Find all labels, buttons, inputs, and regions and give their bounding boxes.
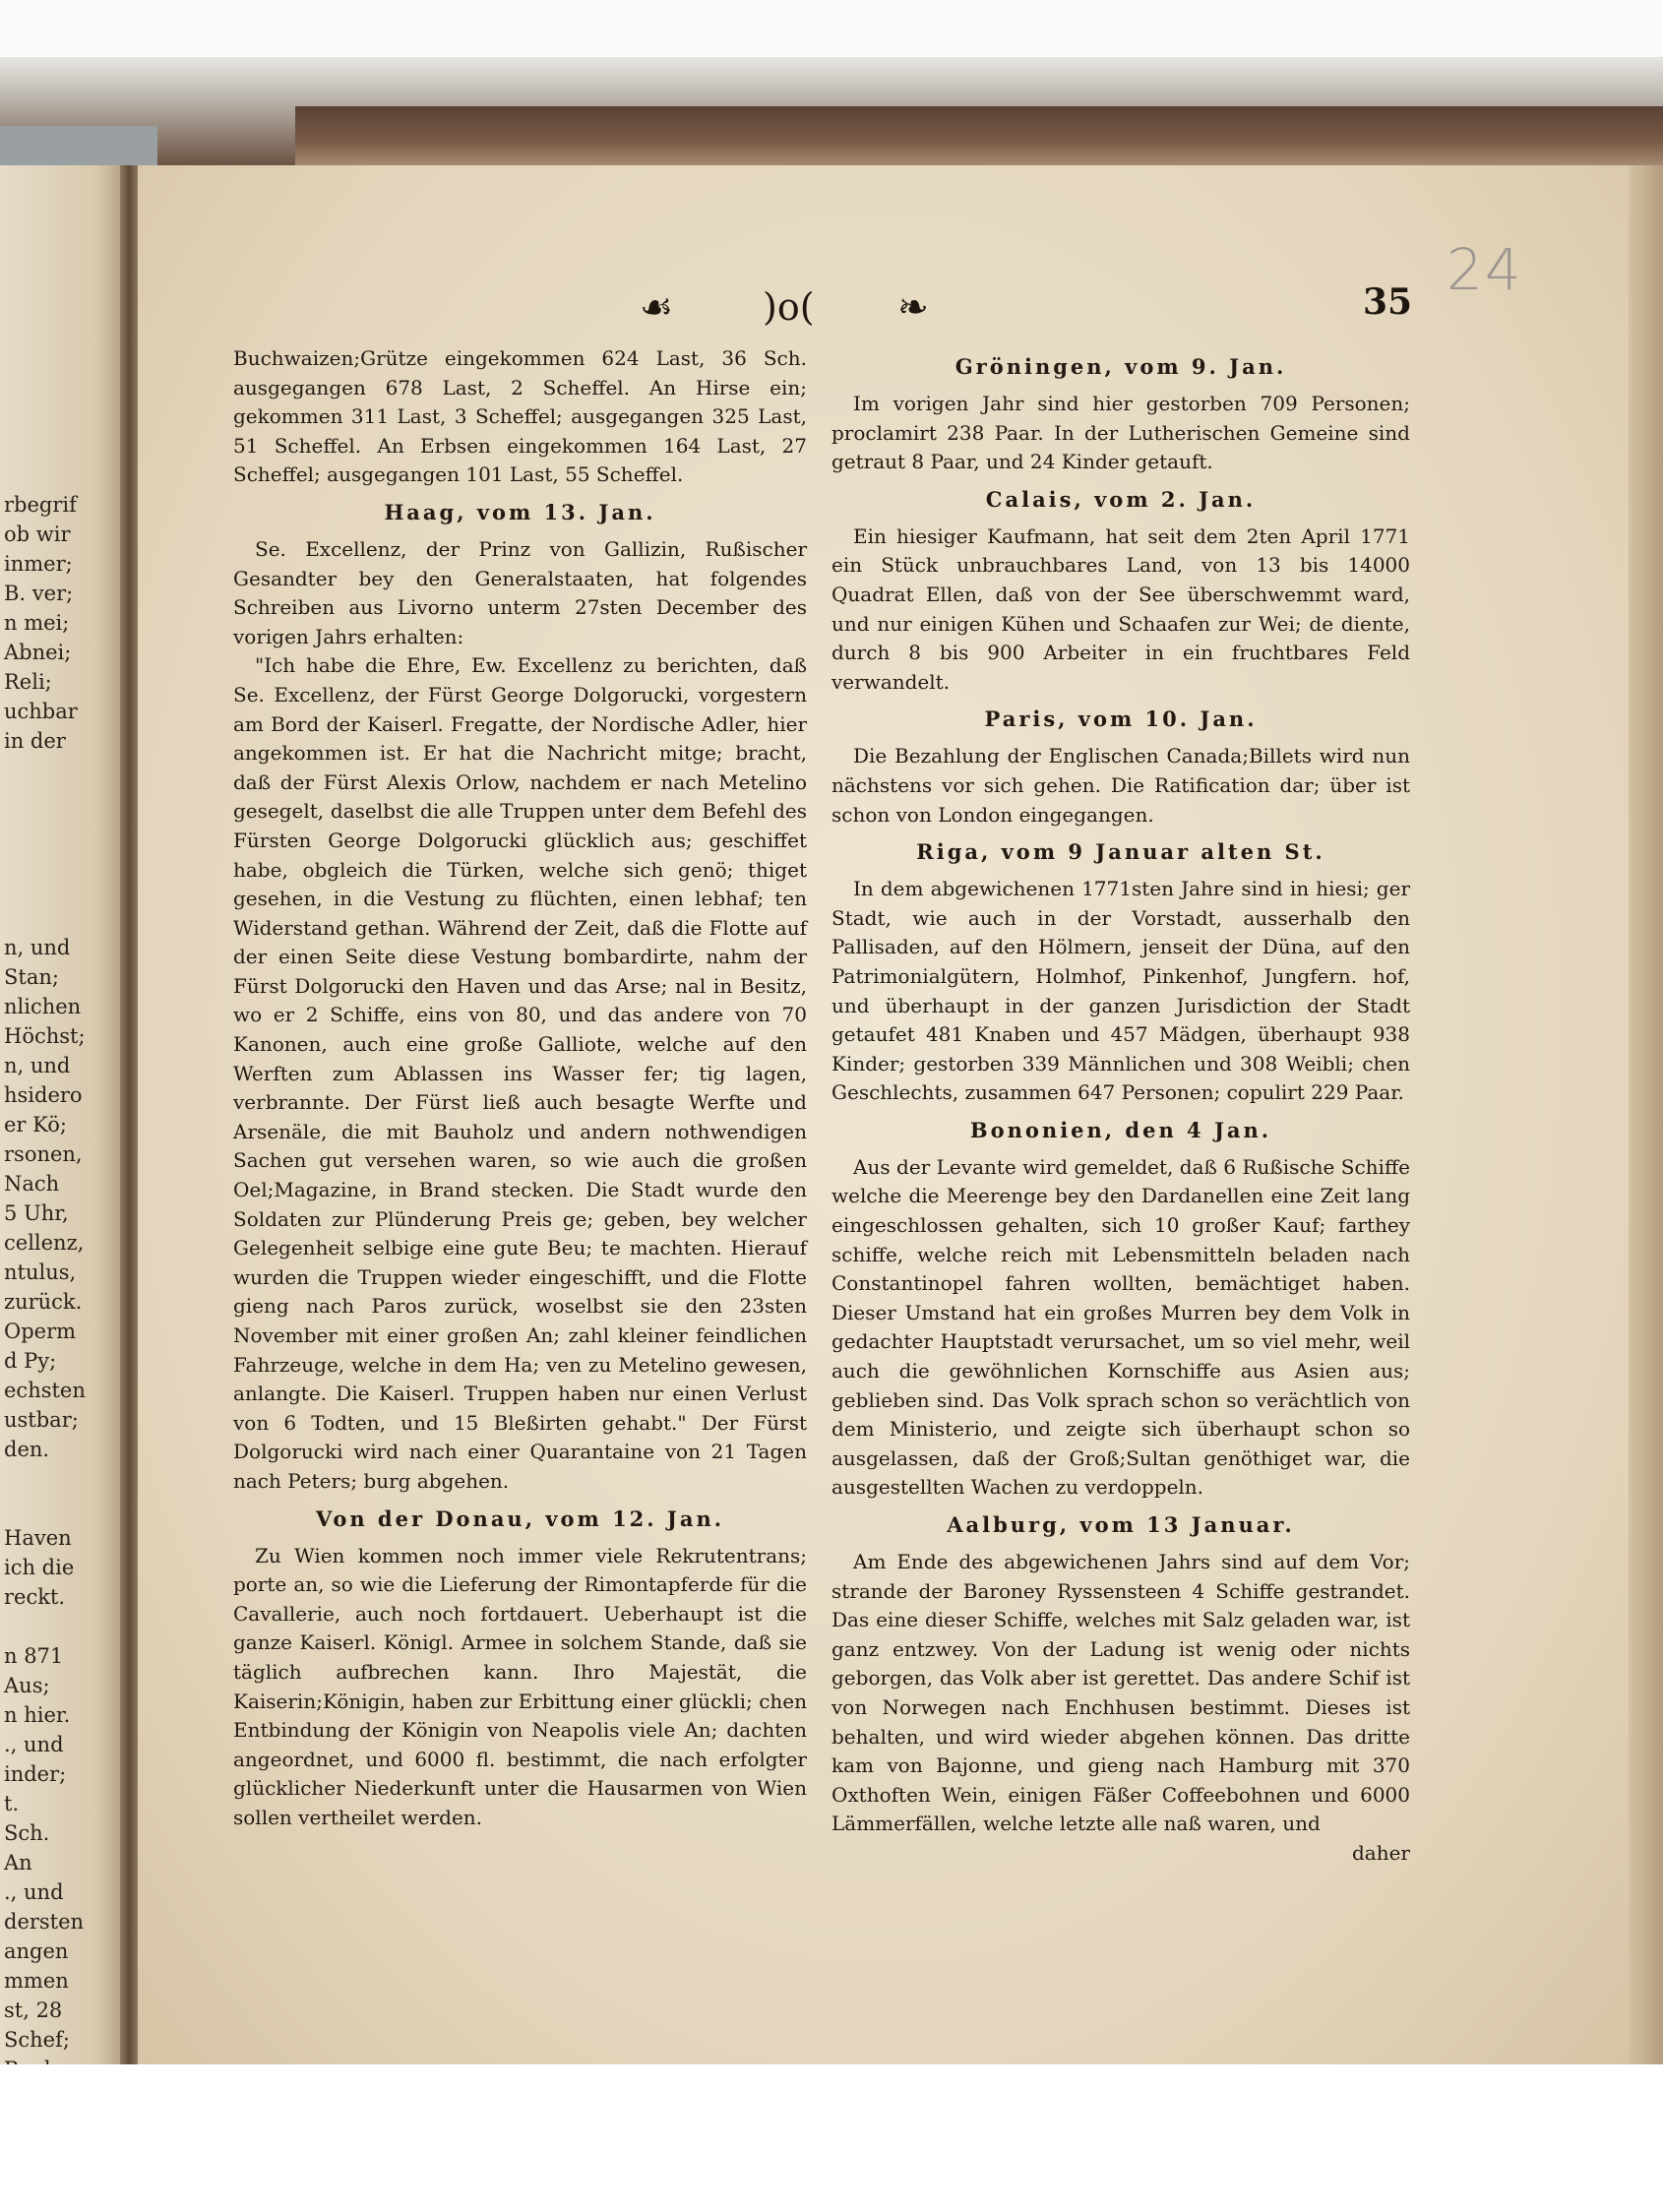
margin-fragment: cellenz,	[4, 1231, 85, 1255]
margin-fragment: reckt.	[4, 1585, 66, 1609]
margin-fragment: in der	[4, 729, 66, 753]
page-block-edge	[295, 106, 1663, 165]
margin-fragment	[0, 785, 118, 815]
article-paragraph: In dem abgewichenen 1771sten Jahre sind in hiesi; ger Stadt, wie auch in der Vorstadt, ausserhalb den Pallisaden, auf den Hölmern, jenseit der Düna, auf den Patrimonialgütern, Holmhof, Pinkenhof, Jungfern. hof, und überhaupt in der ganzen Jurisdiction der Stadt getaufet 481 Knaben und 457 Mädgen, überhaupt 938 Kinder; gestorben 339 Männlichen und 308 Weibli; chen Geschlechts, zusammen 647 Personen; copulirt 229 Paar.	[832, 877, 1410, 1105]
margin-fragment: Reli;	[4, 670, 52, 694]
margin-fragment	[0, 1612, 118, 1641]
margin-fragment: n, und	[4, 1054, 71, 1077]
margin-fragment: Operm	[4, 1320, 77, 1343]
margin-fragment: uchbar	[4, 700, 78, 723]
margin-fragment	[0, 756, 118, 785]
ornament-left: ☙	[640, 285, 674, 329]
article-dateline: Riga, vom 9 Januar alten St.	[916, 839, 1325, 865]
margin-fragment: 5 Uhr,	[4, 1201, 69, 1225]
margin-fragment: n, und	[4, 936, 71, 959]
margin-fragment: echsten	[4, 1379, 86, 1402]
margin-fragment: st, 28	[4, 1998, 63, 2022]
article-paragraph: Die Bezahlung der Englischen Canada;Billets wird nun nächstens vor sich gehen. Die Ratification dar; über ist schon von London eingegangen.	[832, 744, 1410, 827]
margin-fragment: n mei;	[4, 611, 70, 635]
book-gutter	[120, 165, 138, 2064]
margin-fragment: Nach	[4, 1172, 60, 1196]
margin-fragment: Haven	[4, 1526, 72, 1550]
margin-fragment: ich die	[4, 1556, 75, 1579]
margin-fragment: Sch.	[4, 1821, 50, 1845]
spine-cloth	[0, 126, 157, 165]
column-left	[233, 344, 807, 1833]
margin-fragment: inder;	[4, 1762, 67, 1786]
margin-fragment: Stan;	[4, 965, 59, 989]
margin-fragment: angen	[4, 1939, 69, 1963]
margin-fragment	[0, 815, 118, 844]
margin-fragment: rsonen,	[4, 1142, 83, 1166]
catchword: daher	[1351, 1840, 1410, 1865]
margin-fragment: inmer;	[4, 552, 73, 576]
margin-fragment: ., und	[4, 1733, 64, 1756]
margin-fragment: Schef;	[4, 2028, 70, 2052]
margin-fragment: nlichen	[4, 995, 82, 1018]
margin-fragment: Aus;	[4, 1674, 50, 1697]
margin-fragment: den.	[4, 1438, 50, 1461]
margin-fragment: zurück.	[4, 1290, 83, 1314]
margin-fragment: hsidero	[4, 1083, 83, 1107]
scan-background	[0, 0, 1663, 57]
margin-fragment: n 871	[4, 1644, 64, 1668]
article-paragraph: Im vorigen Jahr sind hier gestorben 709 Personen; proclamirt 238 Paar. In der Lutherischen Gemeine sind getraut 8 Paar, und 24 Kinder getauft.	[832, 392, 1410, 474]
margin-fragment	[0, 1464, 118, 1494]
article-dateline: Haag, vom 13. Jan.	[384, 499, 656, 524]
margin-fragment: ustbar;	[4, 1408, 79, 1432]
margin-fragment: ob wir	[4, 522, 71, 546]
article-dateline: Gröningen, vom 9. Jan.	[955, 354, 1287, 379]
article-dateline: Aalburg, vom 13 Januar.	[947, 1512, 1295, 1537]
margin-fragment: ntulus,	[4, 1260, 77, 1284]
pencil-page-number: 24	[1447, 236, 1523, 303]
article-dateline: Calais, vom 2. Jan.	[985, 486, 1257, 512]
left-margin-text	[0, 490, 118, 2114]
article-paragraph: Aus der Levante wird gemeldet, daß 6 Rußische Schiffe welche die Meerenge bey den Dardanellen eine Zeit lang eingeschlossen gehalten, sich 10 großer Kauf; farthey schiffe, welche reich mit Lebensmitteln beladen nach Constantinopel fahren wollten, bemächtiget haben. Dieser Umstand hat ein großes Murren bey dem Volk in gedachter Hauptstadt verursachet, um so viel mehr, weil auch die gewöhnlichen Kornschiffe aus Asien aus; geblieben sind. Das Volk sprach schon so verächtlich von dem Ministerio, und zeigte sich überhaupt schon so ausgelassen, daß der Groß;Sultan genöthiget war, die ausgestellten Wachen zu verdoppeln.	[832, 1154, 1410, 1500]
margin-fragment: rbegrif	[4, 493, 77, 517]
margin-fragment: dersten	[4, 1910, 85, 1934]
margin-fragment: er Kö;	[4, 1113, 67, 1137]
article-paragraph: Zu Wien kommen noch immer viele Rekrutentrans; porte an, so wie die Lieferung der Rimontapferde für die Cavallerie, auch noch fortdauert. Ueberhaupt ist die ganze Kaiserl. Königl. Armee in solchem Stande, daß sie täglich aufbrechen kann. Ihro Majestät, die Kaiserin;Königin, haben zur Erbittung einer glückli; chen Entbindung der Königin von Neapolis viele An; dachten angeordnet, und 6000 fl. bestimmt, die nach erfolgter glücklicher Niederkunft unter die Hausarmen von Wien sollen vertheilet werden.	[233, 1543, 807, 1829]
left-page-fragment	[0, 165, 138, 2064]
margin-fragment: ., und	[4, 1880, 64, 1904]
margin-fragment: n hier.	[4, 1703, 71, 1727]
margin-fragment	[0, 844, 118, 874]
article-dateline: Von der Donau, vom 12. Jan.	[315, 1505, 725, 1531]
article-paragraph: "Ich habe die Ehre, Ew. Excellenz zu berichten, daß Se. Excellenz, der Fürst George Dolgorucki, vorgestern am Bord der Kaiserl. Fregatte, der Nordische Adler, hier angekommen ist. Er hat die Nachricht mitge; bracht, daß der Fürst Alexis Orlow, nachdem er nach Metelino gesegelt, daselbst die alle Truppen unter dem Befehl des Fürsten George Dolgorucki glücklich aus; geschiffet habe, obgleich die Türken, welche sich genö; thiget gesehen, in die Vestung zu flüchten, einen lebhaf; ten Widerstand gethan. Während der Zeit, daß die Flotte auf der einen Seite diese Vestung bombardirte, nahm der Fürst Dolgorucki den Haven und das Arse; nal in Besitz, wo er 2 Schiffe, eins von 80, und das andere von 70 Kanonen, auch eine große Galliote, welche auf den Werften zum Ablassen ins Wasser fer; tig lagen, verbrannte. Der Fürst ließ auch besagte Werfte und Arsenäle, die mit Bauholz und andern nothwendigen Sachen gut versehen waren, so wie auch die großen Oel;Magazine, in Brand stecken. Die Stadt wurde den Soldaten zur Plünderung Preis ge; geben, bey welcher Gelegenheit selbige eine gute Beu; te machten. Hierauf wurden die Truppen wieder eingeschifft, und die Flotte gieng nach Paros zurück, woselbst sie den 23sten November mit einer großen An; zahl kleiner feindlichen Fahrzeuge, welche in dem Ha; ven zu Metelino gewesen, anlangte. Die Kaiserl. Truppen haben nur einen Verlust von 6 Todten, und 15 Bleßirten gehabt." Der Fürst Dolgorucki wird nach einer Quarantaine von 21 Tagen nach Peters; burg abgehen.	[233, 653, 807, 1493]
margin-fragment: d Py;	[4, 1349, 57, 1373]
ornament-center: )o(	[763, 285, 815, 329]
article-paragraph: Am Ende des abgewichenen Jahrs sind auf dem Vor; strande der Baroney Ryssensteen 4 Schiffe gestrandet. Das eine dieser Schiffe, welches mit Salz geladen war, ist ganz entzwey. Von der Ladung ist wenig oder nichts geborgen, das Volk aber ist gerettet. Das andere Schif ist von Norwegen nach Enchhusen bestimmt. Dieses ist behalten, und wird wieder abgehen können. Das dritte kam von Bajonne, und gieng nach Hamburg mit 370 Oxthoften Wein, einigen Fäßer Coffeebohnen und 6000 Lämmerfällen, welche letzte alle naß waren, und	[832, 1550, 1410, 1836]
margin-fragment: mmen	[4, 1969, 69, 1993]
article-paragraph: Se. Excellenz, der Prinz von Gallizin, Rußischer Gesandter bey den Generalstaaten, hat folgendes Schreiben aus Livorno unterm 27sten December des vorigen Jahrs erhalten:	[233, 536, 807, 648]
ornament-right: ❧	[897, 285, 929, 329]
margin-fragment	[0, 1494, 118, 1523]
margin-fragment	[0, 874, 118, 903]
margin-fragment	[0, 903, 118, 933]
margin-fragment: t.	[4, 1792, 20, 1815]
article-dateline: Bononien, den 4 Jan.	[969, 1117, 1272, 1142]
page-right-edge	[1629, 165, 1663, 2064]
margin-fragment: Abnei;	[4, 641, 72, 664]
margin-fragment: Höchst;	[4, 1024, 86, 1048]
article-dateline: Paris, vom 10. Jan.	[984, 707, 1258, 732]
margin-fragment: An	[4, 1851, 32, 1874]
column-right	[832, 344, 1410, 1869]
margin-fragment: B. ver;	[4, 582, 74, 605]
page-number: 35	[1363, 281, 1413, 323]
article-paragraph: Ein hiesiger Kaufmann, hat seit dem 2ten April 1771 ein Stück unbrauchbares Land, von 13 bis 14000 Quadrat Ellen, daß von der See überschwemmt ward, und nur einigen Kühen und Schaafen zur Wei; de diente, durch 8 bis 900 Arbeiter in ein fruchtbares Feld verwandelt.	[832, 523, 1410, 694]
article-paragraph: Buchwaizen;Grütze eingekommen 624 Last, 36 Sch. ausgegangen 678 Last, 2 Scheffel. An Hirse ein; gekommen 311 Last, 3 Scheffel; ausgegangen 325 Last, 51 Scheffel. An Erbsen eingekommen 164 Last, 27 Scheffel; ausgegangen 101 Last, 55 Scheffel.	[233, 346, 807, 487]
scan-bottom-margin	[0, 2064, 1663, 2212]
